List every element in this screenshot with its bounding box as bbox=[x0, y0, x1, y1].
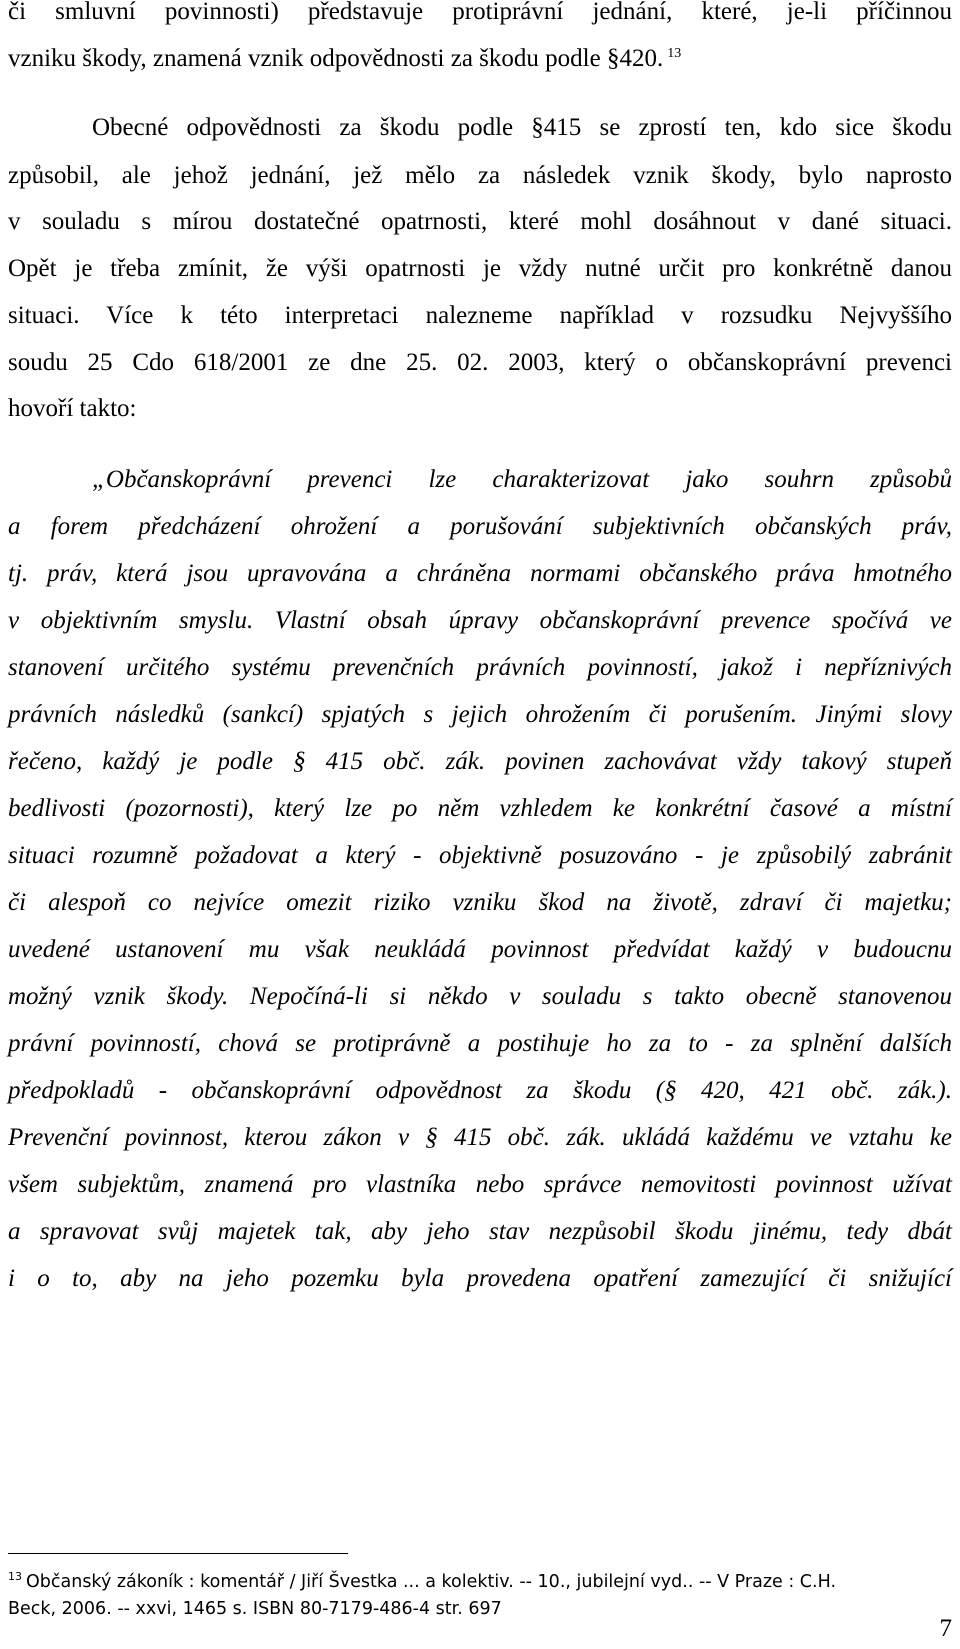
quote-line: či alespoň co nejvíce omezit riziko vzniku škod na životě, zdraví či majetku; bbox=[8, 889, 952, 916]
page-number: 7 bbox=[939, 1615, 952, 1642]
footnote-line bbox=[8, 1571, 836, 1593]
quote-line: všem subjektům, znamená pro vlastníka nebo správce nemovitosti povinnost užívat bbox=[8, 1171, 952, 1198]
quote-line: možný vznik škody. Nepočíná-li si někdo v souladu s takto obecně stanovenou bbox=[8, 983, 952, 1010]
quote-line: stanovení určitého systému prevenčních právních povinností, jakož i nepříznivých bbox=[8, 654, 952, 681]
text-line: či smluvní povinnosti) představuje protiprávní jednání, které, je-li příčinnou bbox=[8, 0, 952, 25]
quote-line: řečeno, každý je podle § 415 obč. zák. povinen zachovávat vždy takový stupeň bbox=[8, 748, 952, 775]
footnote-separator bbox=[8, 1553, 348, 1554]
text-line: Obecné odpovědnosti za škodu podle §415 se zprostí ten, kdo sice škodu bbox=[92, 114, 952, 141]
text-line: soudu 25 Cdo 618/2001 ze dne 25. 02. 2003, který o občanskoprávní prevenci bbox=[8, 349, 952, 376]
text-line: Opět je třeba zmínit, že výši opatrnosti je vždy nutné určit pro konkrétně danou bbox=[8, 255, 952, 282]
text-line-content: vzniku škody, znamená vznik odpovědnosti za škodu podle §420. bbox=[8, 45, 664, 72]
text-line: v souladu s mírou dostatečné opatrnosti, které mohl dosáhnout v dané situaci. bbox=[8, 208, 952, 235]
quote-line: a spravovat svůj majetek tak, aby jeho stav nezpůsobil škodu jinému, tedy dbát bbox=[8, 1218, 952, 1245]
text-line: situaci. Více k této interpretaci nalezneme například v rozsudku Nejvyššího bbox=[8, 302, 952, 329]
quote-line: uvedené ustanovení mu však neukládá povinnost předvídat každý v budoucnu bbox=[8, 936, 952, 963]
footnote-line: Beck, 2006. -- xxvi, 1465 s. ISBN 80-7179-486-4 str. 697 bbox=[8, 1599, 502, 1619]
quote-line: Prevenční povinnost, kterou zákon v § 415 obč. zák. ukládá každému ve vztahu ke bbox=[8, 1124, 952, 1151]
footnote-text: Občanský zákoník : komentář / Jiří Švestka ... a kolektiv. -- 10., jubilejní vyd.. -- V Praze : C.H. bbox=[26, 1572, 837, 1592]
text-line bbox=[8, 44, 952, 74]
quote-line: v objektivním smyslu. Vlastní obsah úpravy občanskoprávní prevence spočívá ve bbox=[8, 607, 952, 634]
quote-line: „Občanskoprávní prevenci lze charakterizovat jako souhrn způsobů bbox=[92, 466, 952, 493]
quote-line: předpokladů - občanskoprávní odpovědnost za škodu (§ 420, 421 obč. zák.). bbox=[8, 1077, 952, 1104]
footnote-reference[interactable]: 13 bbox=[667, 45, 682, 61]
quote-line: situaci rozumně požadovat a který - objektivně posuzováno - je způsobilý zabránit bbox=[8, 842, 952, 869]
quote-line: bedlivosti (pozornosti), který lze po něm vzhledem ke konkrétní časové a místní bbox=[8, 795, 952, 822]
document-page bbox=[8, 0, 952, 1649]
quote-line: právní povinností, chová se protiprávně a postihuje ho za to - za splnění dalších bbox=[8, 1030, 952, 1057]
text-line: hovoří takto: bbox=[8, 395, 137, 422]
quote-line: tj. práv, která jsou upravována a chráněna normami občanského práva hmotného bbox=[8, 560, 952, 587]
quote-line: a forem předcházení ohrožení a porušování subjektivních občanských práv, bbox=[8, 513, 952, 540]
footnote-number: 13 bbox=[8, 1570, 22, 1584]
text-line: způsobil, ale jehož jednání, jež mělo za následek vznik škody, bylo naprosto bbox=[8, 162, 952, 189]
quote-line: i o to, aby na jeho pozemku byla provedena opatření zamezující či snižující bbox=[8, 1265, 952, 1292]
quote-line: právních následků (sankcí) spjatých s jejich ohrožením či porušením. Jinými slovy bbox=[8, 701, 952, 728]
